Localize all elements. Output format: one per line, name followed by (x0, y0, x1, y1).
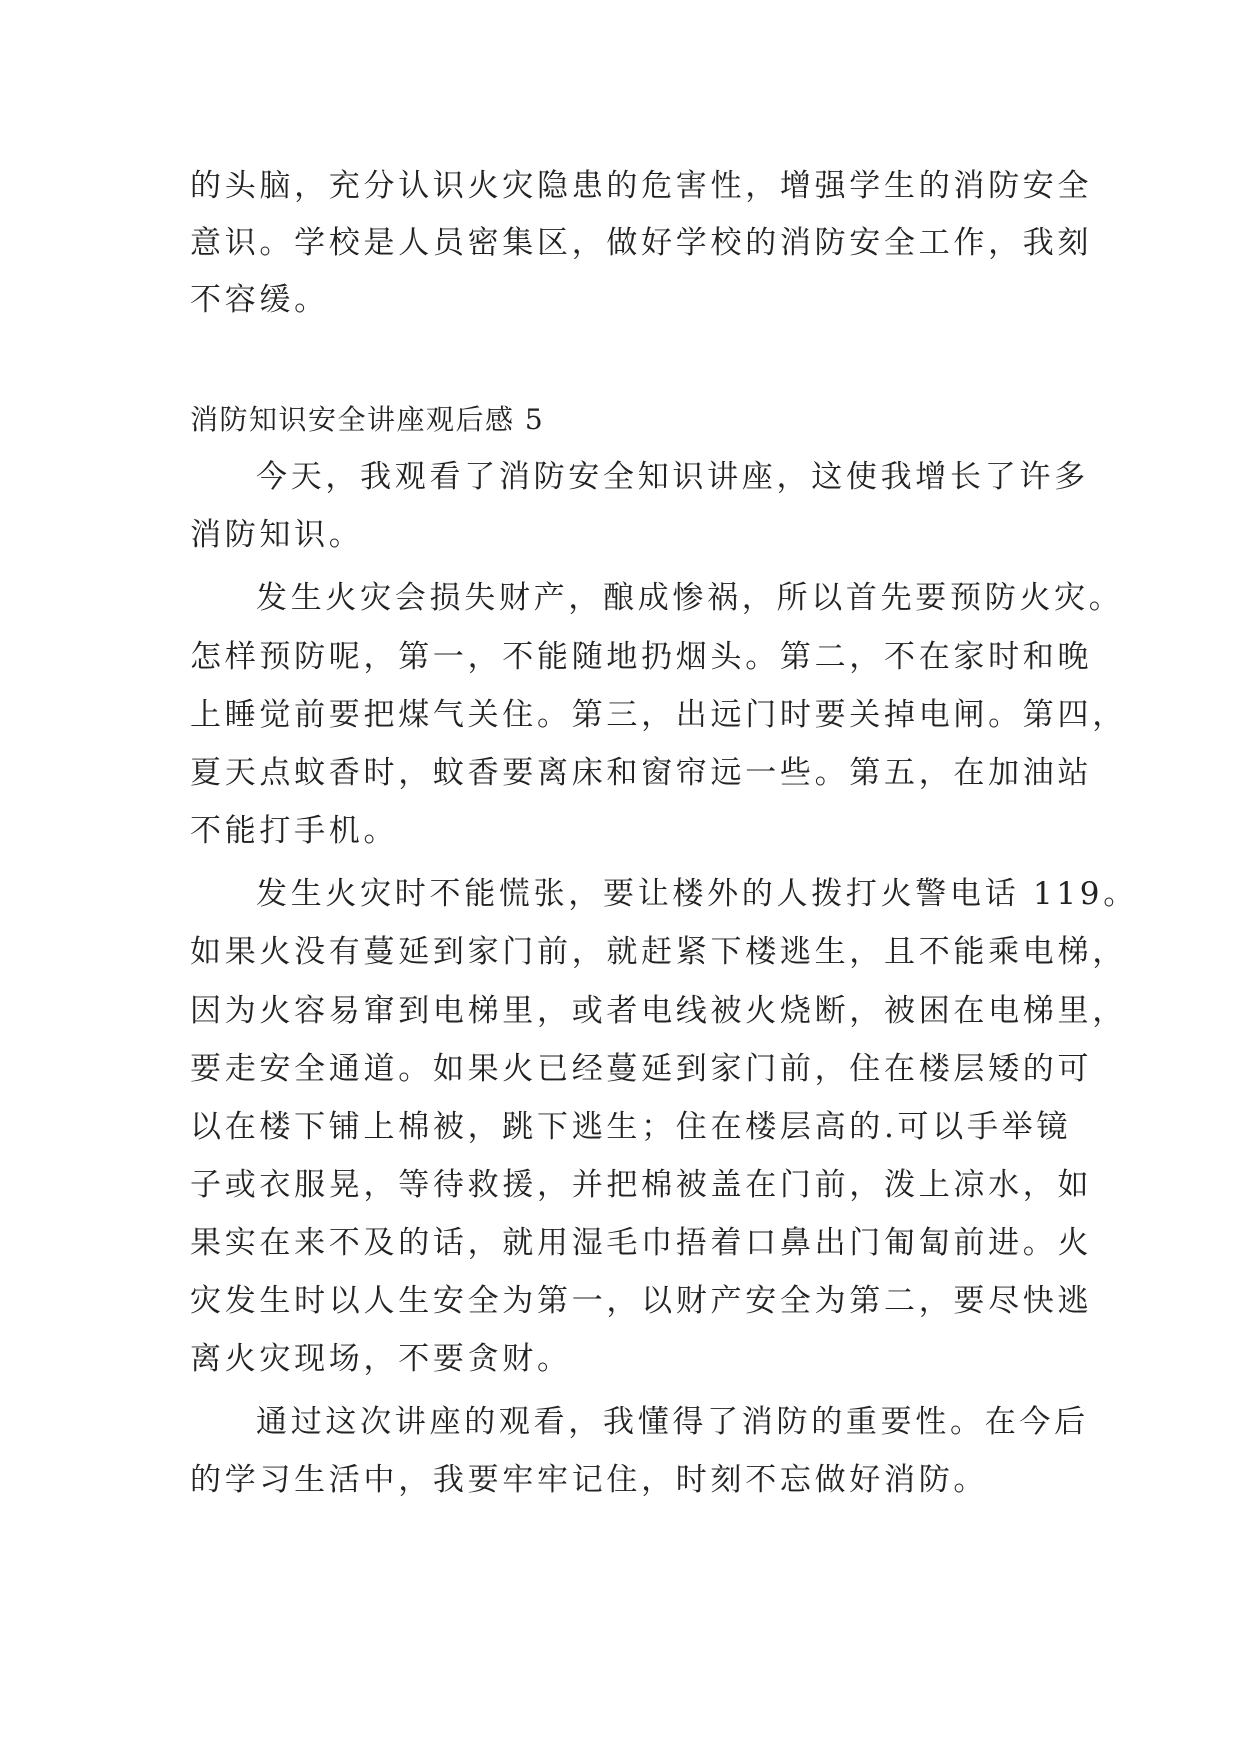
paragraph-line: 怎样预防呢，第一，不能随地扔烟头。第二，不在家时和晚 (190, 639, 1093, 675)
paragraph-line: 上睡觉前要把煤气关住。第三，出远门时要关掉电闸。第四， (190, 697, 1127, 733)
intro-line: 不容缓。 (190, 282, 329, 318)
paragraph-line: 消防知识。 (190, 517, 364, 553)
paragraph-line: 子或衣服晃，等待救援，并把棉被盖在门前，泼上凉水，如 (190, 1167, 1093, 1203)
paragraph-line: 夏天点蚊香时，蚊香要离床和窗帘远一些。第五，在加油站 (190, 755, 1093, 791)
paragraph-line: 如果火没有蔓延到家门前，就赶紧下楼逃生，且不能乘电梯， (190, 934, 1127, 970)
paragraph-line: 今天，我观看了消防安全知识讲座，这使我增长了许多 (256, 459, 1089, 495)
paragraph-line: 要走安全通道。如果火已经蔓延到家门前，住在楼层矮的可 (190, 1051, 1093, 1087)
paragraph-line: 灾发生时以人生安全为第一，以财产安全为第二，要尽快逃 (190, 1283, 1093, 1319)
intro-line: 的头脑，充分认识火灾隐患的危害性，增强学生的消防安全 (190, 168, 1093, 204)
paragraph-line: 果实在来不及的话，就用湿毛巾捂着口鼻出门匍匐前进。火 (190, 1225, 1093, 1261)
intro-line: 意识。学校是人员密集区，做好学校的消防安全工作，我刻 (190, 225, 1093, 261)
paragraph-line: 以在楼下铺上棉被，跳下逃生；住在楼层高的.可以手举镜 (190, 1109, 1072, 1145)
paragraph-line: 不能打手机。 (190, 813, 399, 849)
section-title: 消防知识安全讲座观后感 5 (190, 403, 545, 436)
paragraph-line: 的学习生活中，我要牢牢记住，时刻不忘做好消防。 (190, 1462, 989, 1498)
paragraph-line: 发生火灾时不能慌张，要让楼外的人拨打火警电话 119。 (256, 876, 1138, 912)
paragraph-line: 发生火灾会损失财产，酿成惨祸，所以首先要预防火灾。 (256, 580, 1124, 616)
paragraph-line: 通过这次讲座的观看，我懂得了消防的重要性。在今后 (256, 1404, 1089, 1440)
paragraph-line: 因为火容易窜到电梯里，或者电线被火烧断，被困在电梯里， (190, 993, 1127, 1029)
paragraph-line: 离火灾现场，不要贪财。 (190, 1341, 572, 1377)
